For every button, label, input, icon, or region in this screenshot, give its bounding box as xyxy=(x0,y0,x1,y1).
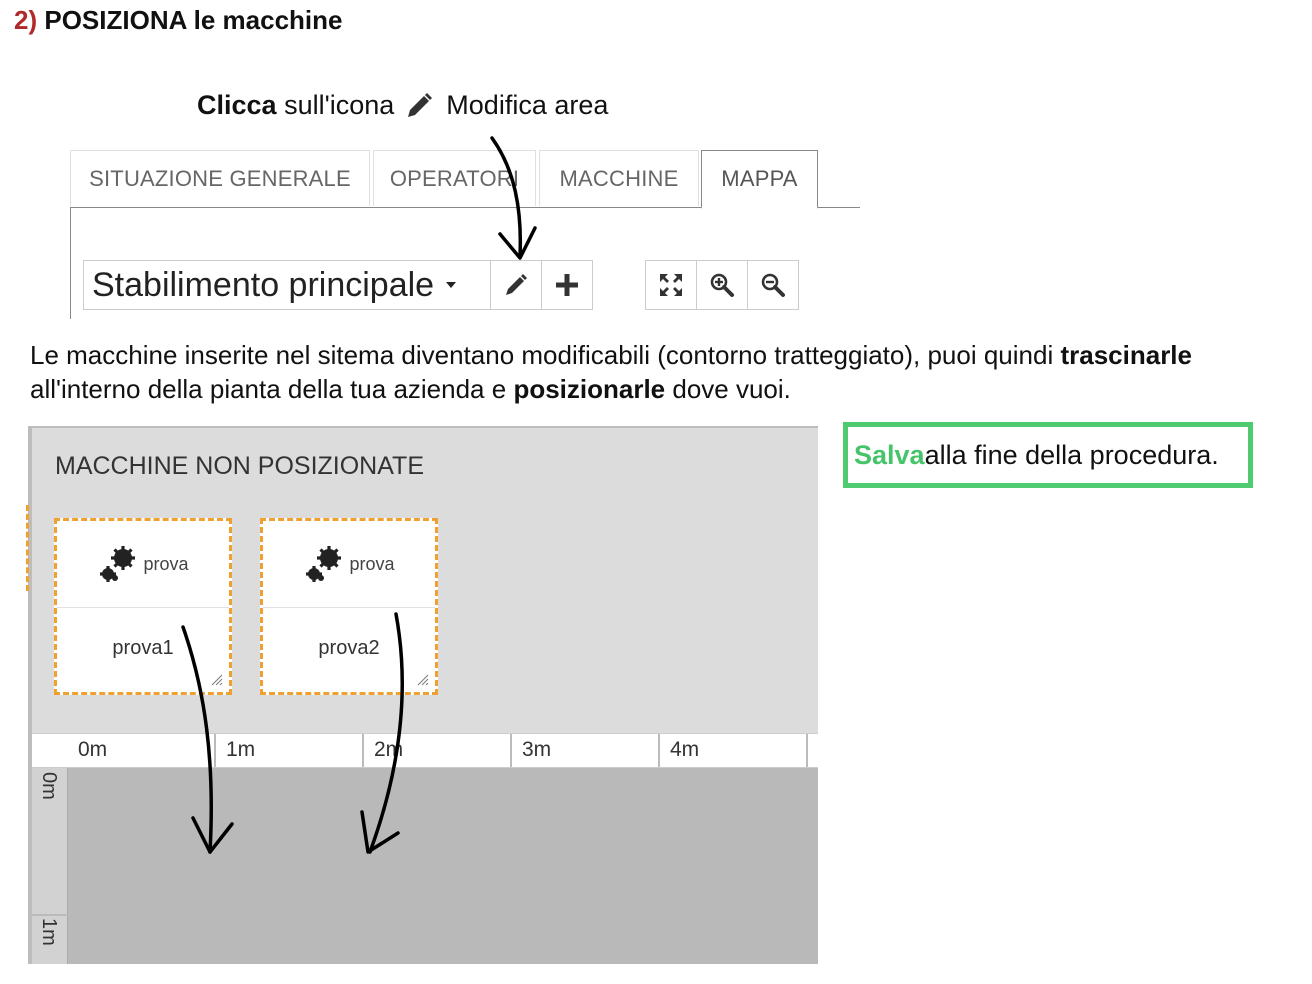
ruler-x-label: 3m xyxy=(512,734,660,767)
save-note xyxy=(843,422,1253,488)
ruler-x-label: 0m xyxy=(68,734,216,767)
pencil-icon xyxy=(503,272,529,298)
resize-handle-icon[interactable] xyxy=(211,674,223,686)
machine-type-label: prova xyxy=(349,553,395,574)
unplaced-machines-title: MACCHINE NON POSIZIONATE xyxy=(55,452,425,480)
add-button[interactable] xyxy=(541,260,593,310)
tab-mappa[interactable]: MAPPA xyxy=(701,150,818,209)
description-line2-text: all'interno della pianta della tua azienda e xyxy=(30,374,514,404)
tab-macchine[interactable]: MACCHINE xyxy=(539,150,699,206)
zoom-in-button[interactable] xyxy=(696,260,748,310)
dashed-edge xyxy=(26,505,29,591)
ruler-x-label: 2m xyxy=(364,734,512,767)
machine-card-prova2[interactable] xyxy=(260,518,438,695)
ruler-y-tick xyxy=(32,914,68,916)
area-select[interactable] xyxy=(83,260,491,310)
machine-card-prova1[interactable] xyxy=(54,518,232,695)
fullscreen-icon xyxy=(658,272,684,298)
map-grid[interactable] xyxy=(68,768,818,964)
gears-icon xyxy=(303,544,345,584)
tab-bar xyxy=(70,150,860,210)
zoom-out-button[interactable] xyxy=(747,260,799,310)
vertical-ruler xyxy=(32,768,68,964)
ruler-y-label: 1m xyxy=(38,918,60,946)
tab-operatori[interactable]: OPERATORI xyxy=(373,150,536,206)
description-line1-text: Le macchine inserite nel sitema diventano modificabili (contorno tratteggiato), puoi quindi xyxy=(30,340,1061,370)
description-line-2 xyxy=(30,372,1192,406)
description-text xyxy=(30,338,1192,406)
area-select-value: Stabilimento principale xyxy=(92,265,435,304)
section-heading xyxy=(14,5,342,36)
machine-name: prova1 xyxy=(112,637,174,659)
panel-border xyxy=(70,207,71,319)
instruction-text xyxy=(197,90,608,121)
instruction-bold: Clicca xyxy=(197,90,277,120)
fullscreen-button[interactable] xyxy=(645,260,697,310)
ruler-x-label: 1m xyxy=(216,734,364,767)
tabs-divider-right xyxy=(818,207,860,208)
description-line2-end: dove vuoi. xyxy=(665,374,791,404)
tabs-divider xyxy=(70,207,701,208)
machine-card-header xyxy=(57,521,229,608)
gears-icon xyxy=(97,544,139,584)
horizontal-ruler xyxy=(32,733,818,768)
ruler-y-label: 0m xyxy=(38,772,60,800)
machine-name: prova2 xyxy=(318,637,380,659)
zoom-in-icon xyxy=(709,272,735,298)
description-line2-bold: posizionarle xyxy=(513,374,666,404)
caret-down-icon xyxy=(446,282,456,288)
instruction-before-icon: sull'icona xyxy=(284,90,395,120)
instruction-after-icon: Modifica area xyxy=(446,90,609,120)
step-number: 2) xyxy=(14,5,38,35)
save-note-text: alla fine della procedura. xyxy=(924,439,1219,470)
tab-situazione-generale[interactable]: SITUAZIONE GENERALE xyxy=(70,150,370,206)
description-line-1 xyxy=(30,338,1192,372)
save-note-bold: Salva xyxy=(854,439,925,470)
edit-area-button[interactable] xyxy=(490,260,542,310)
description-line1-bold: trascinarle xyxy=(1060,340,1192,370)
machine-type-label: prova xyxy=(143,553,189,574)
zoom-out-icon xyxy=(760,272,786,298)
machine-card-header xyxy=(263,521,435,608)
resize-handle-icon[interactable] xyxy=(417,674,429,686)
step-title: POSIZIONA le macchine xyxy=(44,5,343,35)
plus-icon xyxy=(554,272,580,298)
pencil-icon xyxy=(404,91,434,121)
ruler-x-label: 4m xyxy=(660,734,808,767)
